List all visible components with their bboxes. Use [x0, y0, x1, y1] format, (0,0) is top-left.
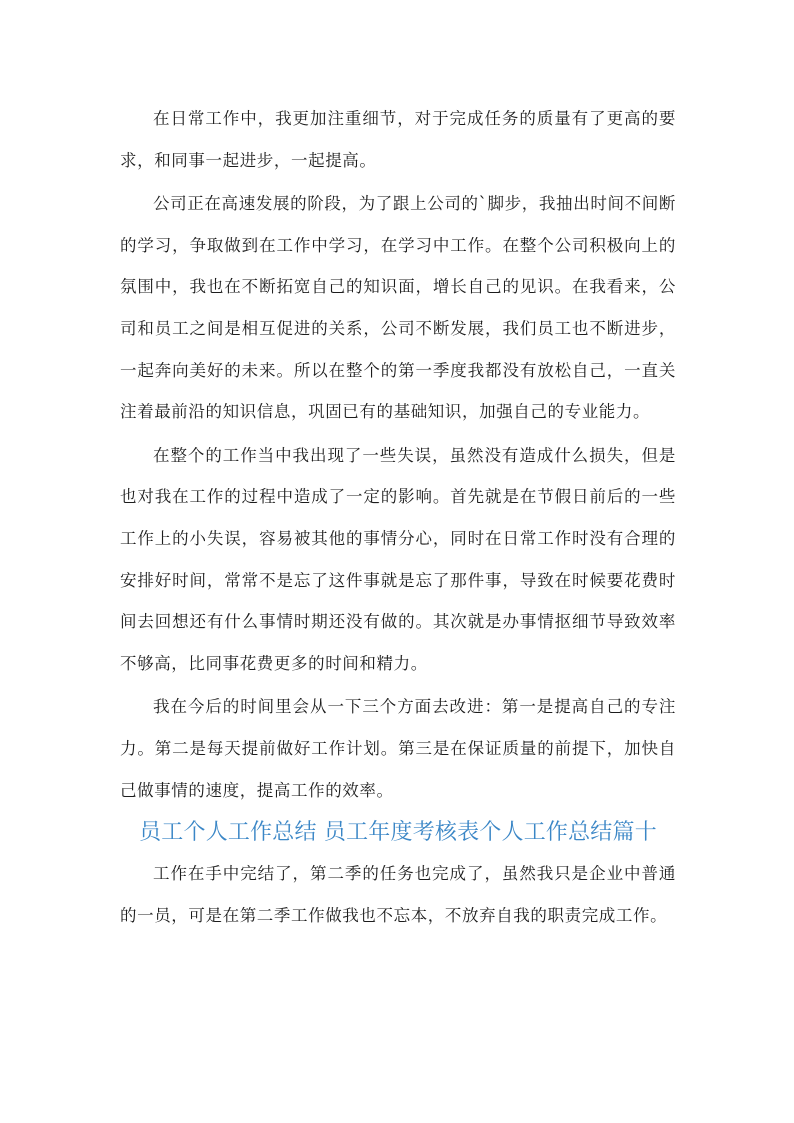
- paragraph-attention-to-detail: 在日常工作中，我更加注重细节，对于完成任务的质量有了更高的要求，和同事一起进步，一起提高。: [120, 109, 676, 170]
- document-body: [120, 98, 676, 938]
- paragraph-continuous-learning: 公司正在高速发展的阶段，为了跟上公司的`脚步，我抽出时间不间断的学习，争取做到在工作中学习，在学习中工作。在整个公司积极向上的氛围中，我也在不断拓宽自己的知识面，增长自己的见识。在我看来，公司和员工之间是相互促进的关系，公司不断发展，我们员工也不断进步，一起奔向美好的未来。所以在整个的第一季度我都没有放松自己，一直关注着最前沿的知识信息，巩固已有的基础知识，加强自己的专业能力。: [120, 194, 676, 422]
- paragraph-mistakes: 在整个的工作当中我出现了一些失误，虽然没有造成什么损失，但是也对我在工作的过程中造成了一定的影响。首先就是在节假日前后的一些工作上的小失误，容易被其他的事情分心，同时在日常工作时没有合理的安排好时间，常常不是忘了这件事就是忘了那件事，导致在时候要花费时间去回想还有什么事情时期还没有做的。其次就是办事情抠细节导致效率不够高，比同事花费更多的时间和精力。: [120, 445, 676, 673]
- paragraph-improvements: 我在今后的时间里会从一下三个方面去改进：第一是提高自己的专注力。第二是每天提前做好工作计划。第三是在保证质量的前提下，加快自己做事情的速度，提高工作的效率。: [120, 697, 676, 800]
- section-heading: 员工个人工作总结 员工年度考核表个人工作总结篇十: [139, 820, 657, 846]
- paragraph-second-quarter: 工作在手中完结了，第二季的任务也完成了，虽然我只是企业中普通的一员，可是在第二季工作做我也不忘本，不放弃自我的职责完成工作。: [120, 864, 676, 925]
